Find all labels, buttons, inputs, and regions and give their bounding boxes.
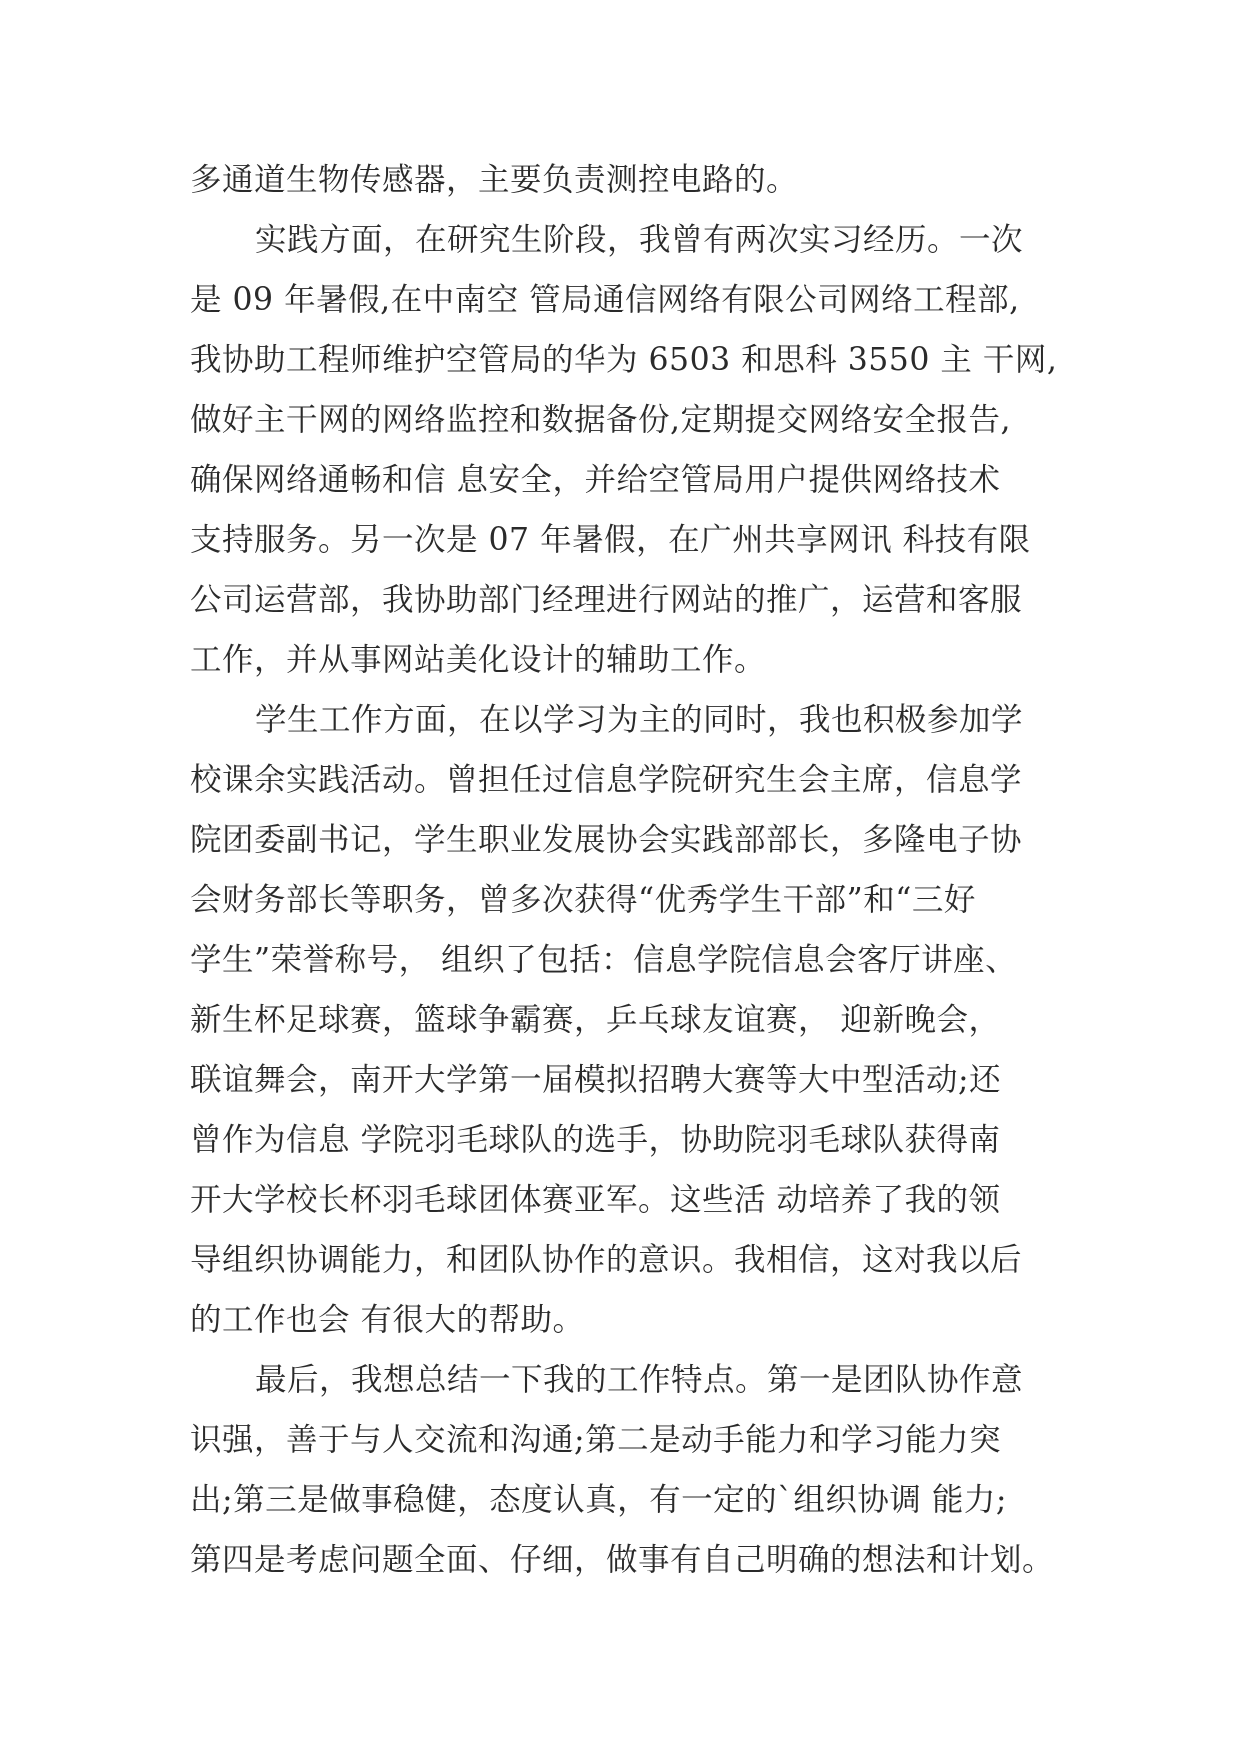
text-line: 第四是考虑问题全面、仔细，做事有自己明确的想法和计划。 [190, 1542, 1055, 1578]
text-line: 我协助工程师维护空管局的华为 6503 和思科 3550 主 干网, [190, 342, 1058, 378]
document-body [190, 150, 1070, 1590]
text-line: 校课余实践活动。曾担任过信息学院研究生会主席，信息学 [190, 762, 1023, 798]
text-line: 做好主干网的网络监控和数据备份,定期提交网络安全报告, [190, 402, 1012, 438]
paragraph-start-line: 实践方面，在研究生阶段，我曾有两次实习经历。一次 [255, 222, 1024, 258]
paragraph-start-line: 最后，我想总结一下我的工作特点。第一是团队协作意 [255, 1362, 1024, 1398]
text-line: 会财务部长等职务，曾多次获得“优秀学生干部”和“三好 [190, 882, 976, 918]
text-line: 工作，并从事网站美化设计的辅助工作。 [190, 642, 767, 678]
text-line: 识强，善于与人交流和沟通;第二是动手能力和学习能力突 [190, 1422, 1002, 1458]
text-line: 公司运营部，我协助部门经理进行网站的推广，运营和客服 [190, 582, 1023, 618]
text-line: 支持服务。另一次是 07 年暑假，在广州共享网讯 科技有限 [190, 522, 1031, 558]
paragraph-start-line: 学生工作方面，在以学习为主的同时，我也积极参加学 [255, 702, 1024, 738]
text-line: 学生”荣誉称号， 组织了包括：信息学院信息会客厅讲座、 [190, 942, 1018, 978]
text-line: 曾作为信息 学院羽毛球队的选手，协助院羽毛球队获得南 [190, 1122, 1001, 1158]
text-line: 确保网络通畅和信 息安全，并给空管局用户提供网络技术 [190, 462, 1001, 498]
text-line: 联谊舞会，南开大学第一届模拟招聘大赛等大中型活动;还 [190, 1062, 1002, 1098]
text-line: 院团委副书记，学生职业发展协会实践部部长，多隆电子协 [190, 822, 1023, 858]
text-line: 的工作也会 有很大的帮助。 [190, 1302, 585, 1338]
text-line: 新生杯足球赛，篮球争霸赛，乒乓球友谊赛， 迎新晚会， [190, 1002, 1001, 1038]
text-line: 导组织协调能力，和团队协作的意识。我相信，这对我以后 [190, 1242, 1023, 1278]
text-line: 是 09 年暑假,在中南空 管局通信网络有限公司网络工程部, [190, 282, 1020, 318]
text-line: 出;第三是做事稳健，态度认真，有一定的`组织协调 能力; [190, 1482, 1007, 1518]
text-line: 开大学校长杯羽毛球团体赛亚军。这些活 动培养了我的领 [190, 1182, 1001, 1218]
text-line: 多通道生物传感器，主要负责测控电路的。 [190, 162, 799, 198]
